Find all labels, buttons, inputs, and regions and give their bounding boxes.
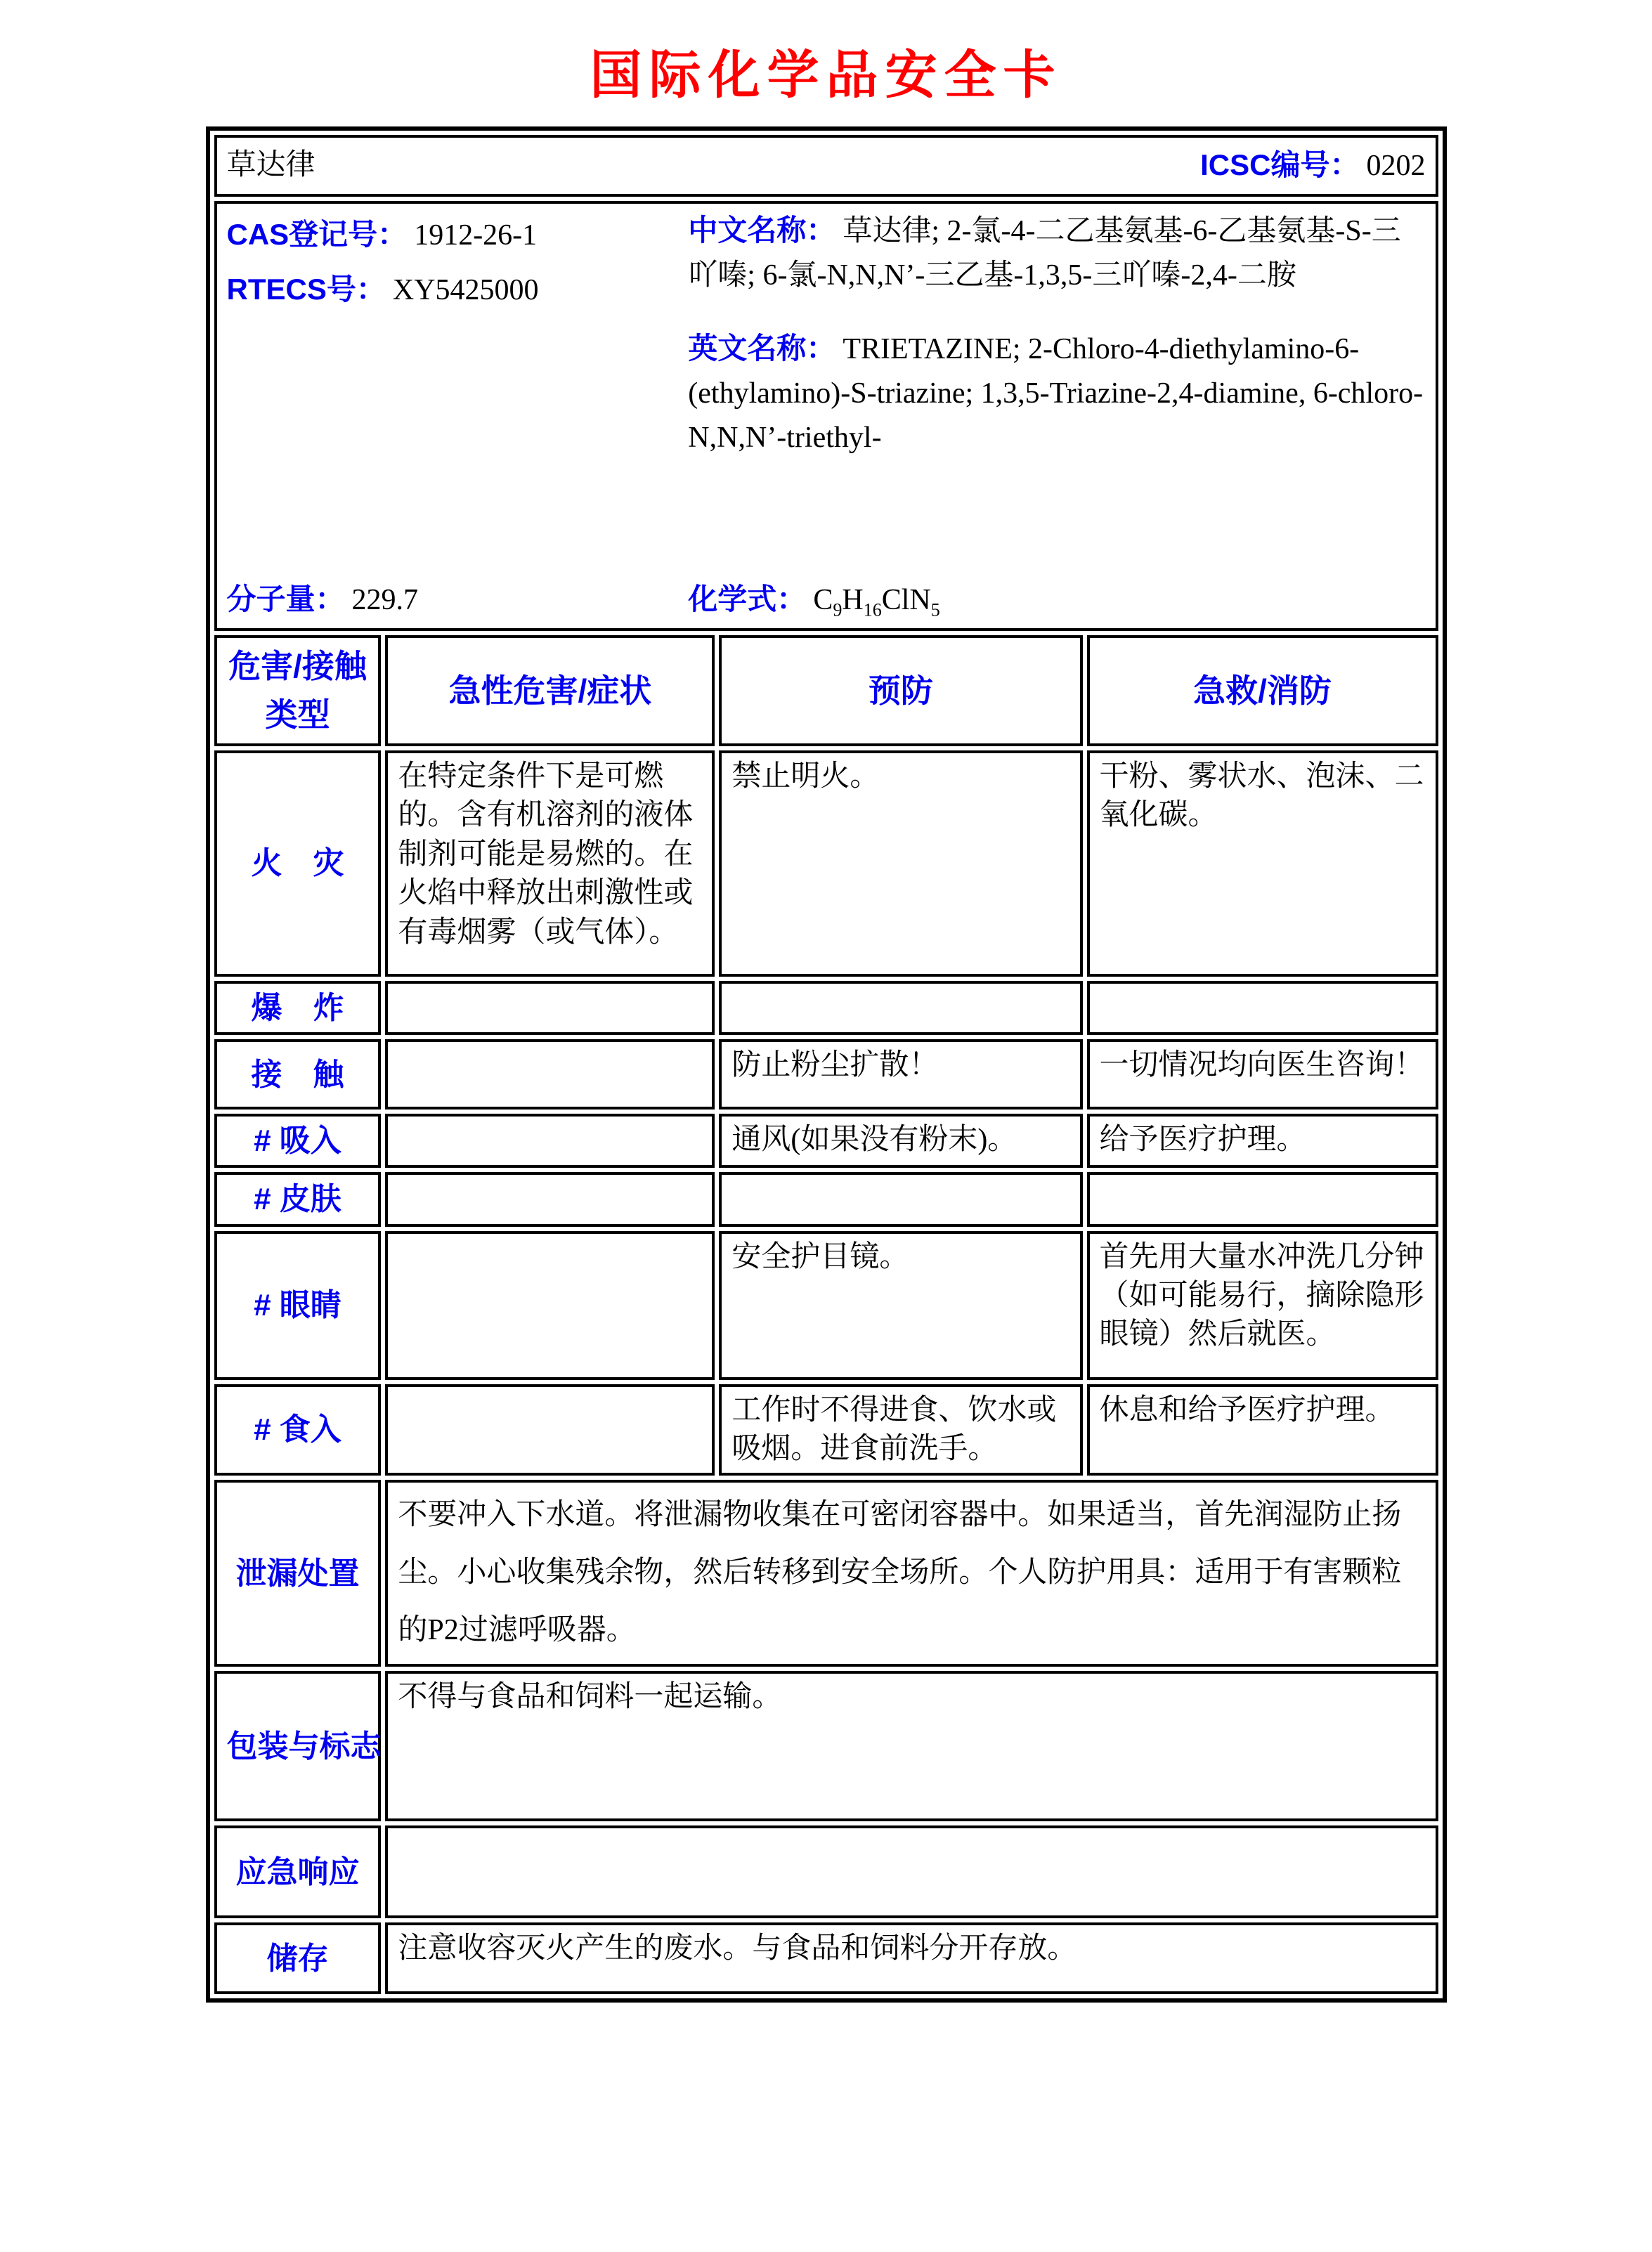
table-row-spillage [214, 1480, 1438, 1667]
row-label-fire: 火 灾 [214, 750, 382, 977]
inhalation-symptoms-cell [385, 1114, 715, 1168]
eyes-prevention-cell: 安全护目镜。 [719, 1231, 1082, 1380]
ingestion-prevention-cell: 工作时不得进食、饮水或吸烟。进食前洗手。 [719, 1384, 1082, 1476]
skin-symptoms-cell [385, 1172, 715, 1226]
row-label-storage: 储存 [214, 1922, 382, 1994]
row-label-explosion: 爆 炸 [214, 981, 382, 1035]
row-label-spillage: 泄漏处置 [214, 1480, 382, 1667]
formula-segment: ClN [881, 583, 931, 616]
fire-symptoms-cell: 在特定条件下是可燃的。含有机溶剂的液体制剂可能是易燃的。在火焰中释放出刺激性或有毒烟雾（或气体）。 [385, 750, 715, 977]
explosion-prevention-cell [719, 981, 1082, 1035]
row-label-emergency: 应急响应 [214, 1825, 382, 1918]
ingestion-symptoms-cell [385, 1384, 715, 1476]
emergency-content-cell [385, 1825, 1438, 1918]
chemical-formula-line [688, 580, 1425, 620]
table-row-packaging [214, 1671, 1438, 1821]
eyes-firstaid-cell: 首先用大量水冲洗几分钟（如可能易行，摘除隐形眼镜）然后就医。 [1087, 1231, 1438, 1380]
formula-subscript: 5 [930, 599, 940, 620]
cas-line [227, 208, 689, 263]
name-cell [214, 135, 1438, 197]
row-label-skin: # 皮肤 [214, 1172, 382, 1226]
fire-prevention-cell: 禁止明火。 [719, 750, 1082, 977]
explosion-firstaid-cell [1087, 981, 1438, 1035]
row-label-eyes: # 眼睛 [214, 1231, 382, 1380]
formula-subscript: 16 [863, 599, 882, 620]
skin-firstaid-cell [1087, 1172, 1438, 1226]
rtecs-line [227, 263, 689, 318]
chinese-name-line [688, 208, 1425, 298]
chinese-name-value: 草达律; 2-氯-4-二乙基氨基-6-乙基氨基-S-三吖嗪; 6-氯-N,N,N’-三乙基-1,3,5-三吖嗪-2,4-二胺 [688, 215, 1401, 292]
name-row [214, 135, 1438, 197]
formula-subscript: 9 [833, 599, 843, 620]
table-row-skin [214, 1172, 1438, 1226]
molecular-weight-value: 229.7 [351, 583, 419, 616]
icsc-number-label: ICSC编号： [1200, 148, 1360, 182]
exposure-symptoms-cell [385, 1039, 715, 1109]
storage-content-cell: 注意收容灭火产生的废水。与食品和饲料分开存放。 [385, 1922, 1438, 1994]
identity-cell [214, 201, 1438, 631]
table-row-inhalation [214, 1114, 1438, 1168]
inhalation-prevention-cell: 通风(如果没有粉末)。 [719, 1114, 1082, 1168]
exposure-prevention-cell: 防止粉尘扩散！ [719, 1039, 1082, 1109]
icsc-table [206, 126, 1447, 2003]
table-row-fire [214, 750, 1438, 977]
explosion-symptoms-cell [385, 981, 715, 1035]
exposure-firstaid-cell: 一切情况均向医生咨询！ [1087, 1039, 1438, 1109]
eyes-symptoms-cell [385, 1231, 715, 1380]
table-row-ingestion [214, 1384, 1438, 1476]
table-row-eyes [214, 1231, 1438, 1380]
header-acute-symptoms: 急性危害/症状 [385, 635, 715, 746]
table-row-explosion [214, 981, 1438, 1035]
formula-segment: C [813, 583, 833, 616]
row-label-exposure: 接 触 [214, 1039, 382, 1109]
molecular-weight-label: 分子量： [226, 582, 345, 616]
header-prevention: 预防 [719, 635, 1082, 746]
packaging-content-cell: 不得与食品和饲料一起运输。 [385, 1671, 1438, 1821]
ingestion-firstaid-cell: 休息和给予医疗护理。 [1087, 1384, 1438, 1476]
spillage-content-cell: 不要冲入下水道。将泄漏物收集在可密闭容器中。如果适当，首先润湿防止扬尘。小心收集残余物，然后转移到安全场所。个人防护用具：适用于有害颗粒的P2过滤呼吸器。 [385, 1480, 1438, 1667]
table-row-storage [214, 1922, 1438, 1994]
rtecs-value: XY5425000 [392, 273, 539, 306]
rtecs-label: RTECS号： [226, 272, 386, 306]
inhalation-firstaid-cell: 给予医疗护理。 [1087, 1114, 1438, 1168]
table-row-emergency [214, 1825, 1438, 1918]
row-label-ingestion: # 食入 [214, 1384, 382, 1476]
header-hazard-type: 危害/接触 类型 [214, 635, 382, 746]
identity-row [214, 201, 1438, 631]
chemical-names [688, 208, 1425, 580]
substance-name: 草达律 [226, 149, 316, 182]
page-title: 国际化学品安全卡 [590, 46, 1062, 104]
fire-firstaid-cell: 干粉、雾状水、泡沫、二氧化碳。 [1087, 750, 1438, 977]
english-name-value: TRIETAZINE; 2-Chloro-4-diethylamino-6-(ethylamino)-S-triazine; 1,3,5-Triazine-2,4-diamine, 6-chloro-N,N,N’-triethyl- [688, 333, 1424, 454]
icsc-number-value: 0202 [1366, 150, 1426, 183]
row-label-packaging: 包装与标志 [214, 1671, 382, 1821]
skin-prevention-cell [719, 1172, 1082, 1226]
row-label-inhalation: # 吸入 [214, 1114, 382, 1168]
molecular-weight-line [227, 580, 689, 620]
hazard-header-row [214, 635, 1438, 746]
registry-numbers [227, 208, 689, 580]
english-name-label: 英文名称： [688, 332, 836, 365]
chemical-formula-label: 化学式： [688, 582, 807, 616]
table-row-exposure [214, 1039, 1438, 1109]
cas-value: 1912-26-1 [414, 219, 538, 252]
icsc-number [1200, 145, 1425, 186]
header-firstaid-firefighting: 急救/消防 [1087, 635, 1438, 746]
english-name-line [688, 326, 1425, 460]
formula-segment: H [842, 583, 864, 616]
chinese-name-label: 中文名称： [688, 214, 836, 247]
cas-label: CAS登记号： [226, 218, 408, 251]
